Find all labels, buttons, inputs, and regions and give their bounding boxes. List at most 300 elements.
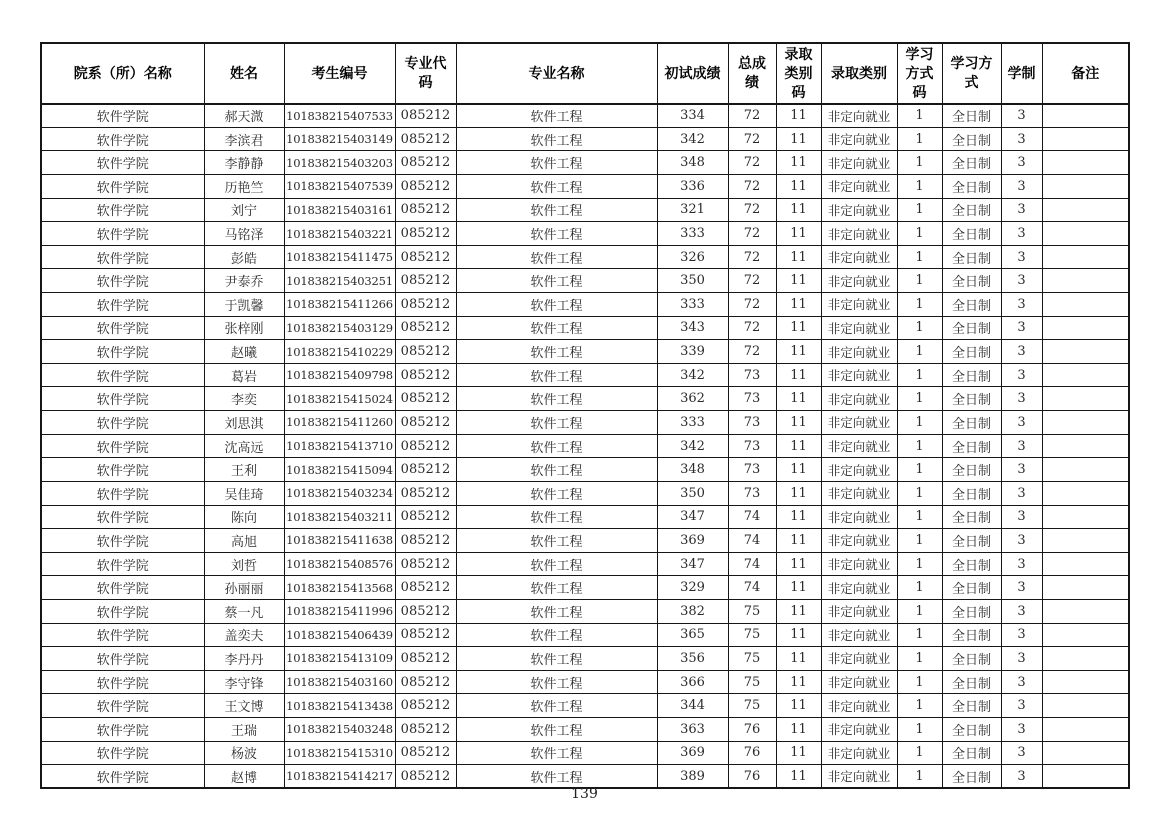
table-row [41,387,1129,411]
cell-candidate_id: 101838215406439 [284,623,395,647]
cell-total_score: 76 [728,765,776,789]
cell-initial_score: 336 [657,175,728,199]
cell-mode_code: 1 [897,269,942,293]
cell-major_name: 软件工程 [456,151,657,175]
cell-name: 李丹丹 [204,647,284,671]
cell-mode_code: 1 [897,694,942,718]
cell-candidate_id: 101838215413568 [284,576,395,600]
cell-major_code: 085212 [395,269,456,293]
cell-candidate_id: 101838215403211 [284,505,395,529]
cell-mode: 全日制 [942,293,1001,317]
cell-mode: 全日制 [942,694,1001,718]
cell-total_score: 72 [728,293,776,317]
cell-years: 3 [1001,127,1042,151]
column-header-candidate-id: 考生编号 [284,43,395,104]
cell-initial_score: 344 [657,694,728,718]
cell-department: 软件学院 [41,647,204,671]
cell-mode_code: 1 [897,293,942,317]
cell-category: 非定向就业 [821,718,897,742]
cell-mode_code: 1 [897,458,942,482]
cell-category: 非定向就业 [821,245,897,269]
column-header-category: 录取类别 [821,43,897,104]
table-row [41,694,1129,718]
table-row [41,434,1129,458]
cell-years: 3 [1001,529,1042,553]
cell-years: 3 [1001,151,1042,175]
column-header-name: 姓名 [204,43,284,104]
cell-remark [1042,411,1129,435]
cell-major_name: 软件工程 [456,411,657,435]
cell-category: 非定向就业 [821,387,897,411]
cell-total_score: 72 [728,198,776,222]
cell-category: 非定向就业 [821,269,897,293]
cell-mode: 全日制 [942,599,1001,623]
cell-category: 非定向就业 [821,175,897,199]
cell-initial_score: 365 [657,623,728,647]
cell-mode_code: 1 [897,151,942,175]
cell-mode_code: 1 [897,647,942,671]
cell-category_code: 11 [776,269,821,293]
cell-total_score: 75 [728,599,776,623]
cell-total_score: 73 [728,411,776,435]
column-header-category-code: 录取类别码 [776,43,821,104]
cell-department: 软件学院 [41,104,204,128]
cell-major_code: 085212 [395,222,456,246]
cell-total_score: 73 [728,363,776,387]
cell-mode_code: 1 [897,529,942,553]
cell-major_name: 软件工程 [456,316,657,340]
cell-mode: 全日制 [942,741,1001,765]
cell-remark [1042,387,1129,411]
cell-mode: 全日制 [942,765,1001,789]
cell-category_code: 11 [776,387,821,411]
cell-candidate_id: 101838215414217 [284,765,395,789]
cell-category: 非定向就业 [821,576,897,600]
cell-initial_score: 348 [657,458,728,482]
cell-candidate_id: 101838215413710 [284,434,395,458]
cell-category: 非定向就业 [821,765,897,789]
cell-category: 非定向就业 [821,741,897,765]
cell-remark [1042,434,1129,458]
cell-years: 3 [1001,387,1042,411]
cell-name: 彭皓 [204,245,284,269]
cell-department: 软件学院 [41,529,204,553]
cell-mode_code: 1 [897,718,942,742]
cell-name: 赵博 [204,765,284,789]
cell-department: 软件学院 [41,599,204,623]
cell-remark [1042,458,1129,482]
cell-major_name: 软件工程 [456,741,657,765]
cell-category_code: 11 [776,411,821,435]
cell-initial_score: 326 [657,245,728,269]
cell-category_code: 11 [776,481,821,505]
cell-category: 非定向就业 [821,340,897,364]
cell-major_code: 085212 [395,505,456,529]
cell-initial_score: 350 [657,481,728,505]
cell-department: 软件学院 [41,411,204,435]
cell-remark [1042,363,1129,387]
cell-mode_code: 1 [897,363,942,387]
cell-major_code: 085212 [395,151,456,175]
cell-category_code: 11 [776,293,821,317]
cell-category_code: 11 [776,718,821,742]
table-row [41,481,1129,505]
cell-candidate_id: 101838215403129 [284,316,395,340]
cell-category: 非定向就业 [821,198,897,222]
cell-mode: 全日制 [942,670,1001,694]
cell-department: 软件学院 [41,363,204,387]
column-header-total-score: 总成绩 [728,43,776,104]
cell-major_name: 软件工程 [456,694,657,718]
cell-candidate_id: 101838215408576 [284,552,395,576]
cell-initial_score: 333 [657,293,728,317]
cell-department: 软件学院 [41,340,204,364]
cell-category: 非定向就业 [821,481,897,505]
cell-mode_code: 1 [897,623,942,647]
cell-remark [1042,694,1129,718]
cell-total_score: 72 [728,104,776,128]
cell-total_score: 72 [728,127,776,151]
cell-initial_score: 347 [657,505,728,529]
table-row [41,222,1129,246]
cell-years: 3 [1001,576,1042,600]
cell-remark [1042,269,1129,293]
cell-years: 3 [1001,505,1042,529]
cell-major_code: 085212 [395,599,456,623]
cell-initial_score: 333 [657,222,728,246]
cell-category: 非定向就业 [821,151,897,175]
cell-major_code: 085212 [395,175,456,199]
column-header-mode-code: 学习方式码 [897,43,942,104]
cell-remark [1042,505,1129,529]
cell-major_code: 085212 [395,434,456,458]
cell-total_score: 75 [728,623,776,647]
cell-category_code: 11 [776,198,821,222]
cell-major_name: 软件工程 [456,175,657,199]
cell-name: 孙丽丽 [204,576,284,600]
cell-initial_score: 347 [657,552,728,576]
cell-department: 软件学院 [41,151,204,175]
cell-category_code: 11 [776,505,821,529]
cell-major_code: 085212 [395,741,456,765]
cell-major_code: 085212 [395,363,456,387]
cell-candidate_id: 101838215411638 [284,529,395,553]
cell-initial_score: 363 [657,718,728,742]
cell-initial_score: 389 [657,765,728,789]
cell-category: 非定向就业 [821,552,897,576]
cell-major_code: 085212 [395,694,456,718]
cell-mode_code: 1 [897,741,942,765]
cell-major_code: 085212 [395,718,456,742]
cell-years: 3 [1001,623,1042,647]
cell-mode: 全日制 [942,340,1001,364]
cell-department: 软件学院 [41,387,204,411]
cell-mode: 全日制 [942,505,1001,529]
cell-total_score: 75 [728,670,776,694]
column-header-initial-score: 初试成绩 [657,43,728,104]
cell-name: 刘宁 [204,198,284,222]
cell-department: 软件学院 [41,245,204,269]
cell-name: 李滨君 [204,127,284,151]
table-row [41,623,1129,647]
cell-candidate_id: 101838215409798 [284,363,395,387]
cell-name: 吴佳琦 [204,481,284,505]
cell-major_name: 软件工程 [456,765,657,789]
cell-initial_score: 348 [657,151,728,175]
cell-initial_score: 334 [657,104,728,128]
cell-candidate_id: 101838215415310 [284,741,395,765]
cell-total_score: 75 [728,647,776,671]
cell-category_code: 11 [776,434,821,458]
cell-name: 赵曦 [204,340,284,364]
cell-initial_score: 339 [657,340,728,364]
cell-major_code: 085212 [395,340,456,364]
column-header-remark: 备注 [1042,43,1129,104]
cell-category_code: 11 [776,694,821,718]
cell-major_name: 软件工程 [456,718,657,742]
cell-category_code: 11 [776,222,821,246]
cell-major_code: 085212 [395,623,456,647]
cell-department: 软件学院 [41,765,204,789]
cell-name: 王瑞 [204,718,284,742]
cell-major_code: 085212 [395,127,456,151]
cell-mode: 全日制 [942,222,1001,246]
cell-years: 3 [1001,340,1042,364]
cell-mode_code: 1 [897,175,942,199]
table-row [41,529,1129,553]
cell-total_score: 74 [728,576,776,600]
column-header-mode: 学习方式 [942,43,1001,104]
cell-category: 非定向就业 [821,127,897,151]
cell-total_score: 72 [728,316,776,340]
page-number: 139 [571,786,598,802]
cell-major_code: 085212 [395,647,456,671]
cell-major_name: 软件工程 [456,647,657,671]
cell-major_name: 软件工程 [456,340,657,364]
cell-candidate_id: 101838215411475 [284,245,395,269]
cell-name: 盖奕夫 [204,623,284,647]
cell-department: 软件学院 [41,222,204,246]
cell-mode_code: 1 [897,387,942,411]
cell-remark [1042,552,1129,576]
cell-remark [1042,104,1129,128]
table-row [41,104,1129,128]
table-row [41,741,1129,765]
cell-department: 软件学院 [41,670,204,694]
cell-department: 软件学院 [41,623,204,647]
cell-name: 刘思淇 [204,411,284,435]
cell-candidate_id: 101838215413438 [284,694,395,718]
cell-department: 软件学院 [41,718,204,742]
cell-name: 李奕 [204,387,284,411]
cell-major_name: 软件工程 [456,269,657,293]
cell-major_code: 085212 [395,387,456,411]
cell-years: 3 [1001,293,1042,317]
cell-major_code: 085212 [395,245,456,269]
cell-name: 于凯馨 [204,293,284,317]
cell-mode_code: 1 [897,198,942,222]
table-row [41,411,1129,435]
table-row [41,151,1129,175]
cell-category_code: 11 [776,175,821,199]
cell-mode_code: 1 [897,765,942,789]
cell-initial_score: 333 [657,411,728,435]
cell-total_score: 76 [728,718,776,742]
cell-mode: 全日制 [942,387,1001,411]
cell-category: 非定向就业 [821,647,897,671]
table-row [41,505,1129,529]
cell-category_code: 11 [776,552,821,576]
cell-initial_score: 356 [657,647,728,671]
cell-category_code: 11 [776,151,821,175]
cell-category_code: 11 [776,670,821,694]
cell-candidate_id: 101838215407533 [284,104,395,128]
cell-mode: 全日制 [942,363,1001,387]
cell-remark [1042,175,1129,199]
cell-major_code: 085212 [395,198,456,222]
cell-years: 3 [1001,694,1042,718]
cell-category: 非定向就业 [821,411,897,435]
cell-category: 非定向就业 [821,458,897,482]
cell-total_score: 74 [728,552,776,576]
cell-initial_score: 350 [657,269,728,293]
cell-initial_score: 362 [657,387,728,411]
cell-department: 软件学院 [41,576,204,600]
cell-mode: 全日制 [942,623,1001,647]
admission-list-table [40,42,1130,789]
table-row [41,175,1129,199]
cell-years: 3 [1001,245,1042,269]
cell-remark [1042,127,1129,151]
table-row [41,293,1129,317]
cell-candidate_id: 101838215411996 [284,599,395,623]
cell-mode_code: 1 [897,411,942,435]
table-row [41,552,1129,576]
table-row [41,363,1129,387]
cell-department: 软件学院 [41,198,204,222]
cell-category_code: 11 [776,647,821,671]
cell-department: 软件学院 [41,458,204,482]
cell-major_name: 软件工程 [456,576,657,600]
cell-mode_code: 1 [897,599,942,623]
cell-name: 李守锋 [204,670,284,694]
cell-major_name: 软件工程 [456,481,657,505]
table-row [41,670,1129,694]
cell-candidate_id: 101838215403161 [284,198,395,222]
cell-initial_score: 343 [657,316,728,340]
cell-department: 软件学院 [41,505,204,529]
cell-total_score: 72 [728,245,776,269]
cell-category_code: 11 [776,458,821,482]
cell-remark [1042,670,1129,694]
cell-name: 刘哲 [204,552,284,576]
cell-mode: 全日制 [942,175,1001,199]
cell-candidate_id: 101838215411260 [284,411,395,435]
cell-mode_code: 1 [897,245,942,269]
table-header-row [41,43,1129,104]
cell-mode: 全日制 [942,647,1001,671]
cell-category_code: 11 [776,576,821,600]
cell-initial_score: 342 [657,434,728,458]
cell-major_name: 软件工程 [456,434,657,458]
column-header-major-code: 专业代码 [395,43,456,104]
table-row [41,718,1129,742]
cell-category: 非定向就业 [821,505,897,529]
cell-category_code: 11 [776,340,821,364]
cell-name: 杨波 [204,741,284,765]
table-row [41,576,1129,600]
cell-mode: 全日制 [942,127,1001,151]
cell-remark [1042,316,1129,340]
table-row [41,458,1129,482]
cell-remark [1042,340,1129,364]
cell-years: 3 [1001,481,1042,505]
table-row [41,765,1129,789]
cell-category_code: 11 [776,529,821,553]
cell-major_code: 085212 [395,316,456,340]
cell-category_code: 11 [776,104,821,128]
cell-years: 3 [1001,411,1042,435]
cell-mode_code: 1 [897,670,942,694]
table-row [41,340,1129,364]
cell-category_code: 11 [776,623,821,647]
cell-total_score: 73 [728,387,776,411]
cell-category: 非定向就业 [821,104,897,128]
cell-remark [1042,741,1129,765]
cell-department: 软件学院 [41,552,204,576]
cell-department: 软件学院 [41,694,204,718]
cell-years: 3 [1001,175,1042,199]
cell-years: 3 [1001,458,1042,482]
cell-name: 尹泰乔 [204,269,284,293]
cell-candidate_id: 101838215411266 [284,293,395,317]
cell-name: 蔡一凡 [204,599,284,623]
cell-years: 3 [1001,599,1042,623]
cell-mode_code: 1 [897,127,942,151]
cell-total_score: 74 [728,529,776,553]
cell-major_name: 软件工程 [456,623,657,647]
cell-major_name: 软件工程 [456,198,657,222]
cell-years: 3 [1001,434,1042,458]
cell-total_score: 74 [728,505,776,529]
cell-name: 马铭泽 [204,222,284,246]
cell-name: 王利 [204,458,284,482]
cell-name: 葛岩 [204,363,284,387]
cell-mode_code: 1 [897,104,942,128]
cell-category: 非定向就业 [821,222,897,246]
cell-category_code: 11 [776,363,821,387]
cell-major_name: 软件工程 [456,245,657,269]
table-body [41,104,1129,789]
cell-mode_code: 1 [897,576,942,600]
cell-remark [1042,245,1129,269]
table-row [41,245,1129,269]
cell-candidate_id: 101838215403248 [284,718,395,742]
cell-total_score: 72 [728,340,776,364]
table-row [41,127,1129,151]
cell-candidate_id: 101838215403234 [284,481,395,505]
cell-major_name: 软件工程 [456,670,657,694]
cell-years: 3 [1001,718,1042,742]
cell-mode: 全日制 [942,104,1001,128]
cell-mode: 全日制 [942,718,1001,742]
cell-candidate_id: 101838215415094 [284,458,395,482]
cell-mode: 全日制 [942,198,1001,222]
table-row [41,198,1129,222]
cell-candidate_id: 101838215415024 [284,387,395,411]
cell-years: 3 [1001,647,1042,671]
cell-name: 郝天溦 [204,104,284,128]
